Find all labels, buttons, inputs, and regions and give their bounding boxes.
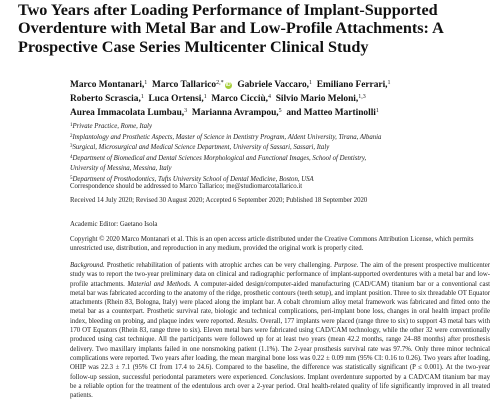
author[interactable]: and Matteo Martinolli$^1$ [286,108,379,119]
affiliation: $^1$Private Practice, Rome, Italy [70,123,152,130]
academic-editor: Academic Editor: Gaetano Isola [70,221,158,228]
author[interactable]: Marco Cicciù,$^4$ [211,94,272,105]
author[interactable]: Marco Tallarico$^{2,*}$ iD [151,80,231,90]
abstract-background-label: Background. [70,262,105,269]
author[interactable]: Marianna Avrampou,$^5$ [191,108,282,119]
affiliation: $^2$Implantology and Prosthetic Aspects, Master of Science in Dentistry Program, Aldent University, Tirana, Albania [70,133,382,141]
author[interactable]: Emiliano Ferrari,$^1$ [316,80,391,90]
abstract-methods-label: Material and Methods. [127,280,192,288]
author[interactable]: Marco Montanari,$^1$ [70,80,148,90]
author-list [70,77,490,120]
abstract-methods: A computer-aided design/computer-aided manufacturing (CAD/CAM) titanium bar or a conventional cast metal bar was fabricated according to the anatomy of the ridge, prosthetic contours (teeth setup), and implant position. Three to six threadable OT Equator attachments (Rhein 83, Bologna, Italy) were placed along the implant bar. A cobalt chromium alloy metal framework was fabricated and fitted onto the metal bar as a counterpart. Prosthetic survival rate, biologic and technical complications, peri-implant bone loss, changes in oral health impact profile index, bleeding on probing, and plaque index were reported. [70,280,491,325]
abstract-results-label: Results. [237,317,259,325]
copyright-notice: Copyright © 2020 Marco Montanari et al. This is an open access article distributed under the Creative Commons Attribution License, which permits unrestricted use, distribution, and reproduction in any medium, provided the original work is properly cited. [70,236,474,253]
affiliation: $^3$Surgical, Microsurgical and Medical Science Department, University of Sassari, Sassari, Italy [70,144,330,152]
abstract-purpose-label: Purpose. [333,262,359,269]
author[interactable]: Silvio Mario Meloni,$^{1,3}$ [275,94,366,105]
abstract [70,261,490,400]
publication-dates: Received 14 July 2020; Revised 30 August 2020; Accepted 6 September 2020; Published 18 September 2020 [70,197,368,204]
abstract-conclusions-label: Conclusions. [269,373,306,381]
abstract-background: Prosthetic rehabilitation of patients with atrophic arches can be very challenging. [106,262,332,269]
abstract-conclusions: Implant overdenture supported by a CAD/CAM titanium bar may be a reliable option for the treatment of the edentulous arch over a 2-year period. Oral health-related quality of life significantly improved in all treated patients. [70,373,491,400]
author[interactable]: Aurea Immacolata Lumbau,$^3$ [70,108,188,119]
author[interactable]: Gabriele Vaccaro,$^1$ [237,80,313,90]
abstract-purpose: The aim of the present prospective multicenter study was to report the two-year preliminary data on clinical and radiographic performance of implant-supported overdentures with a metal bar and low-profile attachments. [70,262,490,288]
author[interactable]: Roberto Scrascia,$^1$ [70,94,144,105]
abstract-results: Overall, 177 implants were placed (range three to six) to support 43 metal bars with 170 OT Equators (Rhein 83, range three to six). Eleven metal bars were fabricated using CAD/CAM technology, while the other 32 were conventionally produced using cast technique. All the participants were followed up for at least two years (mean 42.2 months, range 24–88 months) after prosthesis delivery. Two maxillary implants failed in one nonsmoking patient (1.1%). The 2-year prosthesis survival rate was 97.7%. Only three minor technical complications were reported. Two years after loading, the mean marginal bone loss was 0.22 ± 0.09 mm (95% CI: 0.16 to 0.26). Two years after loading, OHIP was 22.3 ± 7.1 (95% CI from 17.4 to 24.6). Compared to the baseline, the difference was statistically significant (P ≤ 0.001). At the two-year follow-up session, successful periodontal parameters were experienced. [70,317,490,381]
correspondence: Correspondence should be addressed to Marco Tallarico; me@studiomarcotallarico.it [70,183,303,190]
affiliation: University of Messina, Messina, Italy [70,165,172,173]
affiliation: $^5$Department of Prosthodontics, Tufts University School of Dental Medicine, Boston, USA [70,175,314,183]
article-title: Two Years after Loading Performance of Implant-Supported Overdenture with Metal Bar and Low-Profile Attachments: A Prospective Case Series Multicenter Clinical Study [18,1,443,56]
affiliation-list [70,121,490,185]
affiliation: $^4$Department of Biomedical and Dental Sciences Morphological and Functional Images, School of Dentistry, [70,154,367,162]
orcid-icon[interactable]: iD [225,82,231,88]
author[interactable]: Luca Ortensi,$^1$ [148,94,207,105]
